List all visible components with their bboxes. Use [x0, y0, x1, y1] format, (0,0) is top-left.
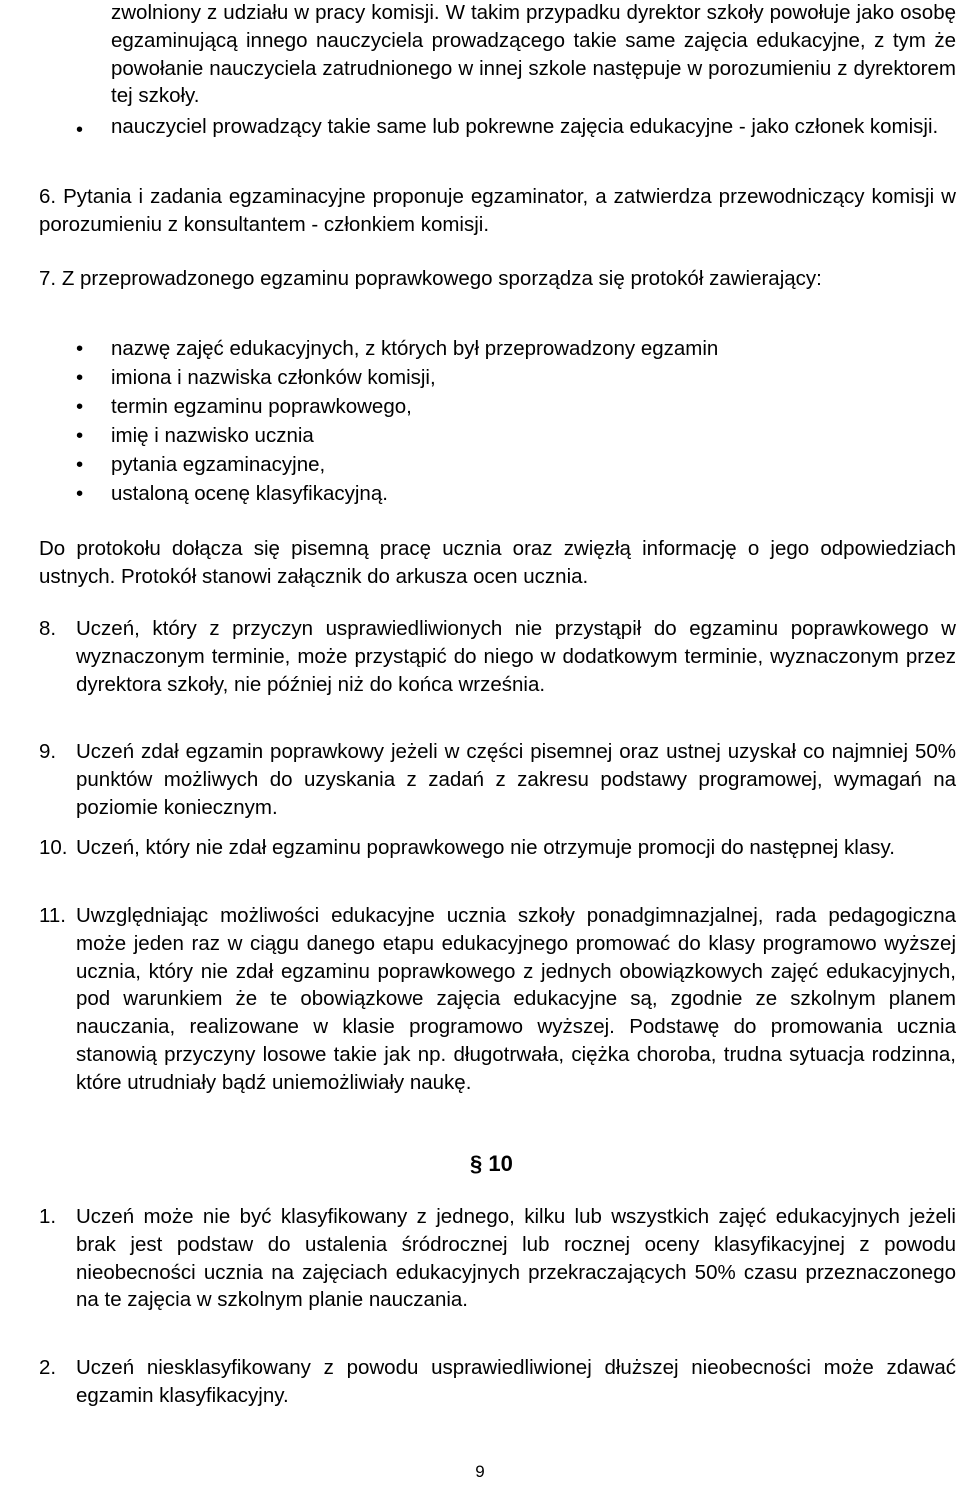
list-item-7 [39, 265, 956, 293]
item-number: 10. [39, 836, 68, 859]
list-item: nazwę zajęć edukacyjnych, z których był przeprowadzony egzamin [111, 337, 719, 360]
section-heading: § 10 [470, 1151, 513, 1176]
item-number: 2. [39, 1356, 57, 1379]
bullet-marker: • [76, 366, 84, 389]
protocol-note: Do protokołu dołącza się pisemną pracę ucznia oraz zwięzłą informację o jego odpowiedziach ustnych. Protokół stanowi załącznik do arkusza ocen ucznia. [39, 537, 956, 588]
section-item-2: Uczeń niesklasyfikowany z powodu usprawiedliwionej dłuższej nieobecności może zdawać egzamin klasyfikacyjny. [76, 1356, 956, 1407]
item-number: 11. [39, 904, 66, 927]
bullet-marker: • [76, 337, 84, 360]
bullet-marker: • [76, 482, 84, 505]
list-item: ustaloną ocenę klasyfikacyjną. [111, 482, 388, 505]
list-item: pytania egzaminacyjne, [111, 453, 326, 476]
bullet-marker: • [76, 119, 84, 141]
item-number: 1. [39, 1205, 57, 1228]
list-item: termin egzaminu poprawkowego, [111, 395, 412, 418]
bullet-marker: • [76, 453, 84, 476]
item-number: 7. [39, 267, 57, 290]
list-item-10: Uczeń, który nie zdał egzaminu poprawkowego nie otrzymuje promocji do następnej klasy. [76, 836, 895, 859]
paragraph-continuation: zwolniony z udziału w pracy komisji. W takim przypadku dyrektor szkoły powołuje jako osobę egzaminującą innego nauczyciela prowadzącego takie same zajęcia edukacyjne, z tym że powołanie nauczyciela zatrudnionego w innej szkole następuje w porozumieniu z dyrektorem tej szkoły. [111, 1, 956, 108]
list-item: imiona i nazwiska członków komisji, [111, 366, 436, 389]
list-item-8: Uczeń, który z przyczyn usprawiedliwionych nie przystąpił do egzaminu poprawkowego w wyznaczonym terminie, może przystąpić do niego w dodatkowym terminie, wyznaczonym przez dyrektora szkoły, nie później niż do końca września. [76, 617, 956, 696]
item-number: 9. [39, 740, 57, 763]
bullet-marker: • [76, 395, 84, 418]
bullet-member: nauczyciel prowadzący takie same lub pokrewne zajęcia edukacyjne - jako członek komisji. [111, 115, 939, 138]
item-text: Pytania i zadania egzaminacyjne proponuje egzaminator, a zatwierdza przewodniczący komisji w porozumieniu z konsultantem - członkiem komisji. [39, 185, 956, 236]
page-number: 9 [475, 1462, 485, 1481]
section-item-1: Uczeń może nie być klasyfikowany z jednego, kilku lub wszystkich zajęć edukacyjnych jeżeli brak jest podstaw do ustalenia śródrocznej lub rocznej oceny klasyfikacyjnej z powodu nieobecności ucznia na zajęciach edukacyjnych przekraczających 50% czasu przeznaczonego na te zajęcia w szkolnym planie nauczania. [76, 1205, 956, 1312]
list-item-6 [39, 183, 956, 239]
list-item-11: Uwzględniając możliwości edukacyjne ucznia szkoły ponadgimnazjalnej, rada pedagogiczna może jeden raz w ciągu danego etapu edukacyjnego promować do klasy programowo wyższej ucznia, który nie zdał egzaminu poprawkowego z jednych obowiązkowych zajęć edukacyjnych, pod warunkiem że te obowiązkowe zajęcia edukacyjne są, zgodnie ze szkolnym planem nauczania, realizowane w klasie programowo wyższej. Podstawę do promowania ucznia stanowią przyczyny losowe takie jak np. długotrwała, ciężka choroba, trudna sytuacja rodzinna, które utrudniały bądź uniemożliwiały naukę. [76, 904, 956, 1094]
list-item: imię i nazwisko ucznia [111, 424, 314, 447]
item-number: 6. [39, 185, 57, 208]
item-text: Z przeprowadzonego egzaminu poprawkowego sporządza się protokół zawierający: [61, 267, 822, 290]
list-item-9: Uczeń zdał egzamin poprawkowy jeżeli w części pisemnej oraz ustnej uzyskał co najmniej 50% punktów możliwych do uzyskania z zadań z zakresu podstawy programowej, wymagań na poziomie koniecznym. [76, 740, 956, 819]
item-number: 8. [39, 617, 57, 640]
bullet-marker: • [76, 424, 84, 447]
